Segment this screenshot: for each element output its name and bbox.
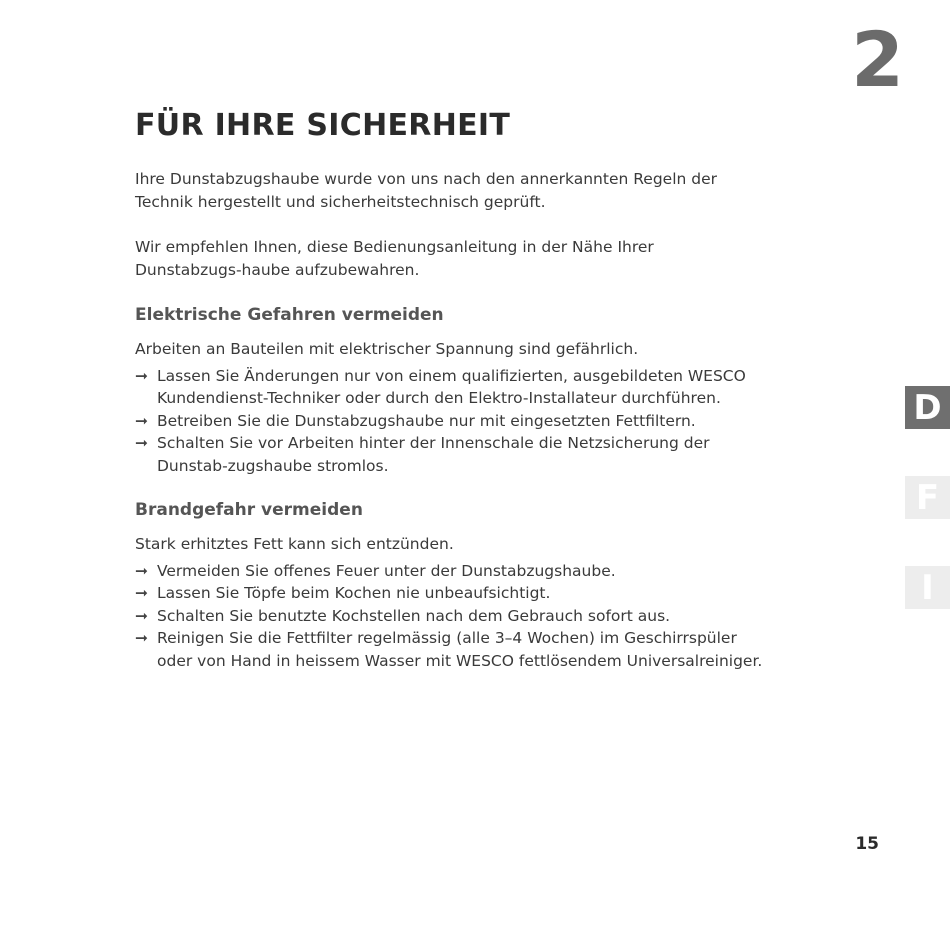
content	[135, 168, 765, 693]
language-tab-f[interactable]: F	[905, 476, 950, 519]
list-item-text: Lassen Sie Änderungen nur von einem qualifizierten, ausgebildeten WESCO Kundendienst-Techniker oder durch den Elektro-Installateur durchführen.	[157, 366, 746, 407]
arrow-icon: ➞	[135, 561, 148, 580]
bullet-list-fire	[135, 560, 765, 673]
language-tab-i[interactable]: I	[905, 566, 950, 609]
list-item	[135, 410, 765, 433]
chapter-number: 2	[851, 15, 902, 104]
page-title: FÜR IHRE SICHERHEIT	[135, 108, 511, 143]
bullet-list-electrical	[135, 365, 765, 478]
section-heading-fire: Brandgefahr vermeiden	[135, 500, 363, 520]
language-tab-d[interactable]: D	[905, 386, 950, 429]
page-number: 15	[855, 834, 879, 854]
list-item	[135, 627, 765, 672]
arrow-icon: ➞	[135, 411, 148, 430]
list-item	[135, 605, 765, 628]
list-item	[135, 582, 765, 605]
arrow-icon: ➞	[135, 434, 148, 452]
list-item	[135, 560, 765, 583]
list-item	[135, 432, 765, 477]
section-lead: Arbeiten an Bauteilen mit elektrischer Spannung sind gefährlich.	[135, 340, 639, 358]
intro-paragraph: Ihre Dunstabzugshaube wurde von uns nach den annerkannten Regeln der Technik hergestellt und sicherheitstechnisch geprüft.	[135, 170, 718, 211]
arrow-icon: ➞	[135, 584, 148, 602]
list-item-text: Reinigen Sie die Fettfilter regelmässig (alle 3–4 Wochen) im Geschirrspüler oder von Hand in heissem Wasser mit WESCO fettlösendem Universalreiniger.	[157, 629, 763, 670]
section-lead: Stark erhitztes Fett kann sich entzünden.	[135, 535, 454, 553]
list-item	[135, 365, 765, 410]
arrow-icon: ➞	[135, 366, 148, 385]
arrow-icon: ➞	[135, 606, 148, 625]
section-heading-electrical: Elektrische Gefahren vermeiden	[135, 305, 444, 325]
list-item-text: Vermeiden Sie offenes Feuer unter der Dunstabzugshaube.	[157, 561, 616, 580]
list-item-text: Betreiben Sie die Dunstabzugshaube nur mit eingesetzten Fettfiltern.	[157, 411, 696, 430]
list-item-text: Schalten Sie benutzte Kochstellen nach dem Gebrauch sofort aus.	[157, 606, 671, 625]
intro-paragraph: Wir empfehlen Ihnen, diese Bedienungsanleitung in der Nähe Ihrer Dunstabzugs-haube aufzubewahren.	[135, 238, 654, 279]
list-item-text: Lassen Sie Töpfe beim Kochen nie unbeaufsichtigt.	[157, 584, 551, 602]
list-item-text: Schalten Sie vor Arbeiten hinter der Innenschale die Netzsicherung der Dunstab-zugshaube stromlos.	[157, 434, 710, 475]
arrow-icon: ➞	[135, 629, 148, 647]
